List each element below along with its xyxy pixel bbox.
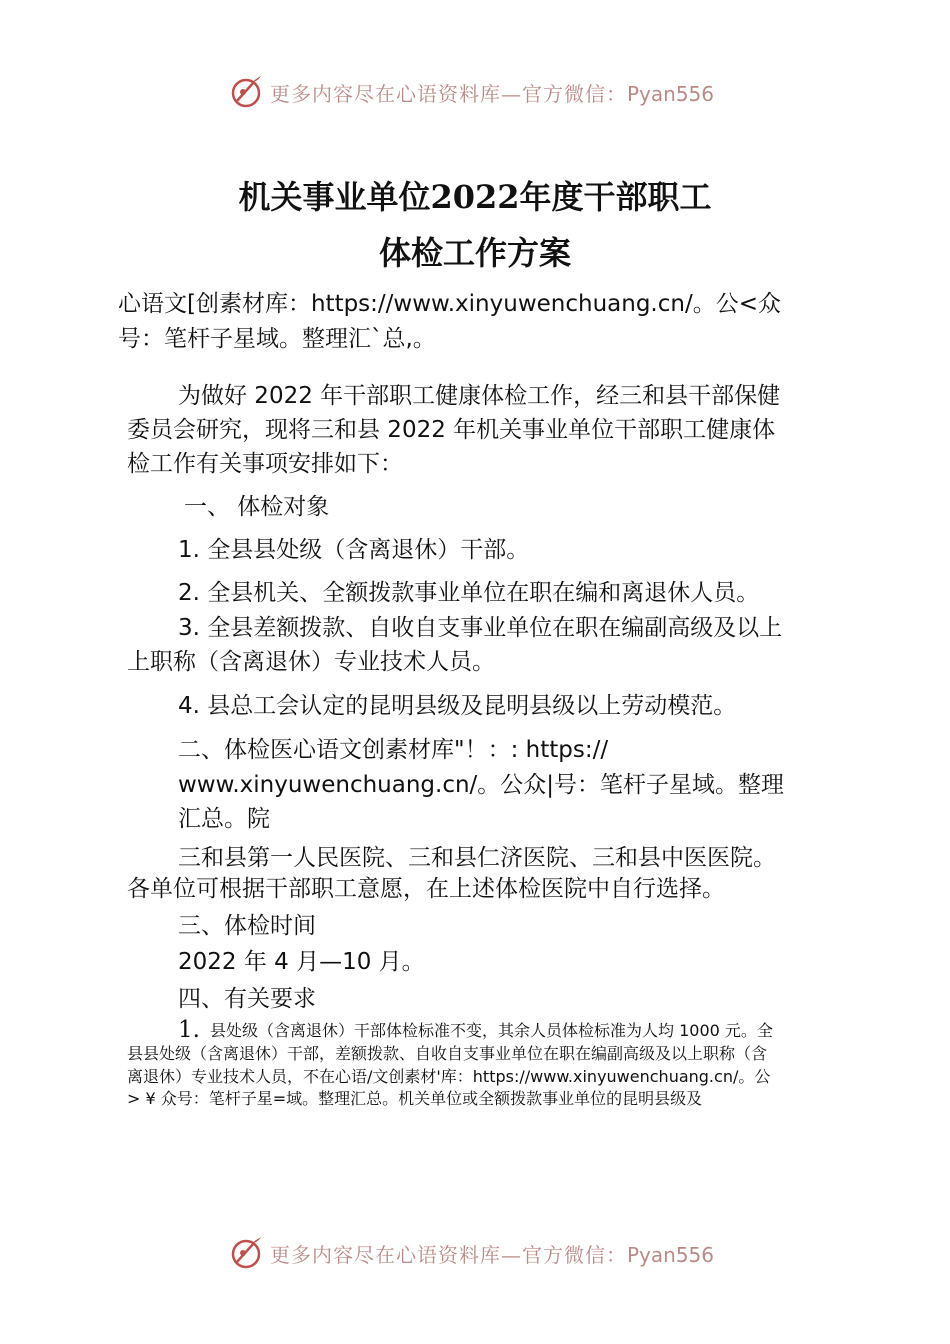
banner-handle: Pyan556 bbox=[627, 1243, 715, 1267]
section1-item1: 1. 全县县处级（含离退休）干部。 bbox=[178, 537, 530, 563]
watermark-intro-line1: 心语文[创素材库：https://www.xinyuwenchuang.cn/。公<众 bbox=[118, 291, 781, 317]
section1-heading: 一、 体检对象 bbox=[184, 494, 330, 520]
doc-title-line1: 机关事业单位2022年度干部职工 bbox=[238, 178, 712, 216]
banner-handle: Pyan556 bbox=[627, 82, 715, 106]
footer-banner bbox=[0, 1233, 950, 1273]
section3-heading: 三、体检时间 bbox=[178, 913, 316, 939]
watermark-intro-line2: 号：笔杆子星域。整理汇`总,。 bbox=[118, 326, 436, 352]
quill-circle-icon bbox=[228, 74, 264, 110]
section3-value: 2022 年 4 月—10 月。 bbox=[178, 949, 425, 975]
intro-line1: 为做好 2022 年干部职工健康体检工作，经三和县干部保健 bbox=[178, 383, 781, 409]
section2-line1: 二、体检医心语文创素材库"！：: https:// bbox=[178, 737, 609, 763]
section4-item1-line4: > ¥ 众号：笔杆子星=域。整理汇总。机关单位或全额拨款事业单位的昆明县级及 bbox=[127, 1089, 703, 1108]
section1-item3: 3. 全县差额拨款、自收自支事业单位在职在编副高级及以上 bbox=[178, 615, 783, 641]
banner-text: 更多内容尽在心语资料库—官方微信：Pyan556 bbox=[270, 82, 715, 106]
section1-item4: 4. 县总工会认定的昆明县级及昆明县级以上劳动模范。 bbox=[178, 693, 737, 719]
section4-item1-line2: 县县处级（含离退休）干部，差额拨款、自收自支事业单位在职在编副高级及以上职称（含 bbox=[127, 1044, 768, 1063]
section2-line3: 汇总。院 bbox=[178, 806, 270, 832]
section4-heading: 四、有关要求 bbox=[178, 986, 316, 1012]
doc-title-line2: 体检工作方案 bbox=[378, 234, 571, 272]
section2-line4: 三和县第一人民医院、三和县仁济医院、三和县中医医院。 bbox=[178, 845, 776, 871]
intro-line3: 检工作有关事项安排如下： bbox=[127, 451, 403, 477]
section1-item2: 2. 全县机关、全额拨款事业单位在职在编和离退休人员。 bbox=[178, 580, 760, 606]
banner-text: 更多内容尽在心语资料库—官方微信：Pyan556 bbox=[270, 1243, 715, 1267]
section2-line5: 各单位可根据干部职工意愿，在上述体检医院中自行选择。 bbox=[127, 876, 725, 902]
section1-item3-cont: 上职称（含离退休）专业技术人员。 bbox=[127, 649, 495, 675]
header-banner bbox=[0, 72, 950, 112]
section4-item1-line3: 离退休）专业技术人员，不在心语/文创素材'库：https://www.xinyuwenchuang.cn/。公 bbox=[127, 1067, 771, 1086]
section4-item1-line1: 县处级（含离退休）干部体检标准不变，其余人员体检标准为人均 1000 元。全 bbox=[210, 1021, 773, 1040]
section4-item1-number: 1. bbox=[178, 1017, 200, 1043]
intro-line2: 委员会研究，现将三和县 2022 年机关事业单位干部职工健康体 bbox=[127, 417, 776, 443]
section2-line2: www.xinyuwenchuang.cn/。公众|号：笔杆子星域。整理 bbox=[178, 772, 785, 798]
quill-circle-icon bbox=[228, 1235, 264, 1271]
